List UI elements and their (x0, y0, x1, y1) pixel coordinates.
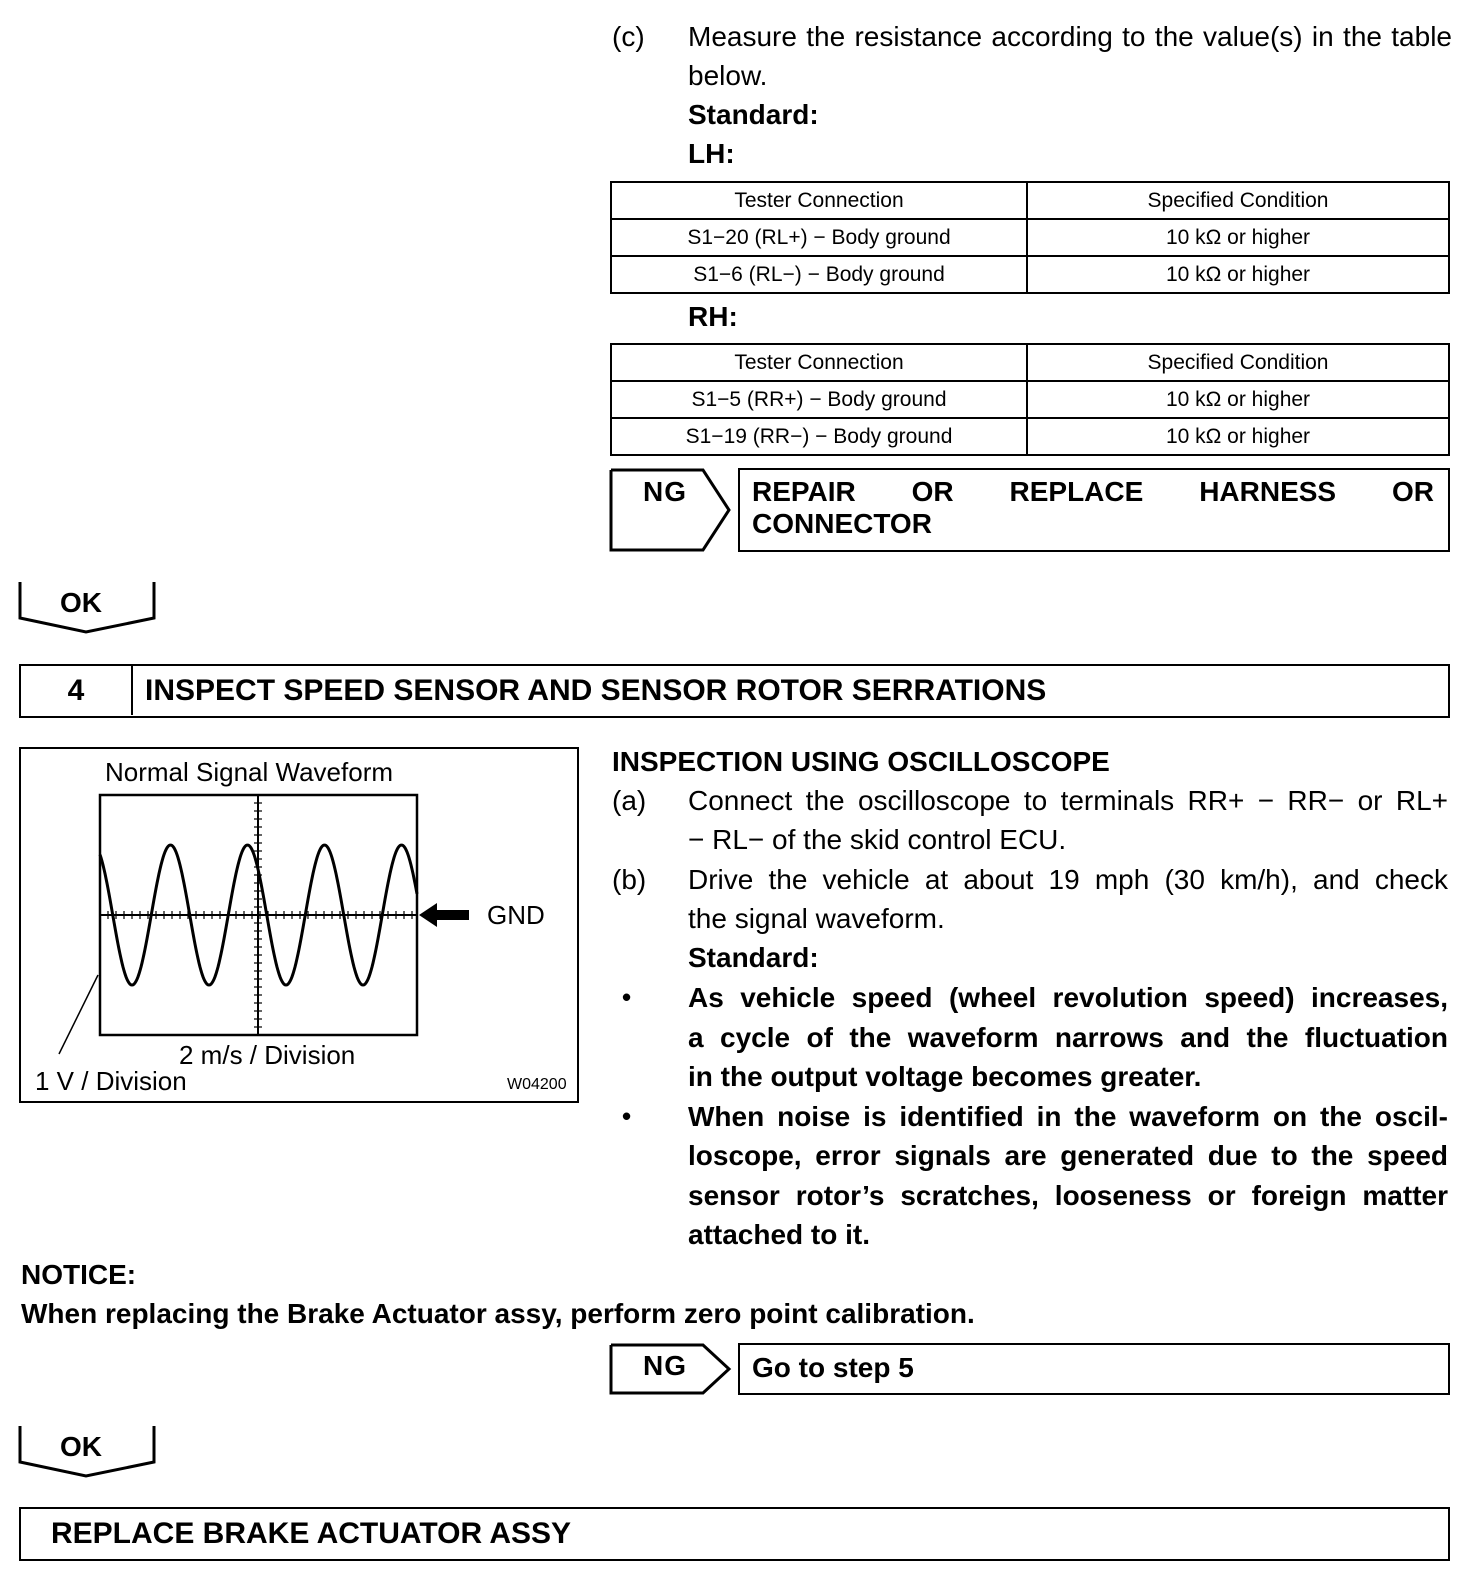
step-b-line1: Drive the vehicle at about 19 mph (30 km/h), and check (688, 864, 1448, 895)
bullet1-line1: As vehicle speed (wheel revolution speed) increases, (688, 982, 1448, 1013)
ng-result-line2: CONNECTOR (752, 508, 932, 539)
ng-result-repair-harness (738, 468, 1450, 552)
header-tester-connection: Tester Connection (611, 182, 1027, 219)
step-a-line1: Connect the oscilloscope to terminals RR+ − RR− or RL+ (688, 785, 1448, 816)
specified-condition-cell: 10 kΩ or higher (1027, 256, 1449, 293)
bullet-icon: • (622, 982, 632, 1012)
final-step-box (19, 1507, 1450, 1561)
tester-connection-cell: S1−19 (RR−) − Body ground (611, 418, 1027, 455)
step-a-line2: − RL− of the skid control ECU. (688, 824, 1067, 855)
bullet2-line1: When noise is identified in the waveform on the oscil- (688, 1101, 1448, 1132)
bullet2-line3: sensor rotor’s scratches, looseness or foreign matter (688, 1180, 1448, 1211)
rh-label: RH: (688, 301, 738, 332)
table-row (611, 418, 1449, 455)
bullet-icon: • (622, 1101, 632, 1131)
bullet1-line3: in the output voltage becomes greater. (688, 1061, 1202, 1092)
word: OR (1392, 476, 1434, 507)
notice-text: When replacing the Brake Actuator assy, perform zero point calibration. (21, 1298, 975, 1329)
word: OR (911, 476, 954, 507)
ng-label: NG (643, 476, 687, 507)
specified-condition-cell: 10 kΩ or higher (1027, 418, 1449, 455)
ng-result-line1 (752, 476, 1434, 508)
tester-connection-cell: S1−6 (RL−) − Body ground (611, 256, 1027, 293)
bullet2-line2: loscope, error signals are generated due to the speed (688, 1140, 1448, 1171)
specified-condition-cell: 10 kΩ or higher (1027, 381, 1449, 418)
lh-label: LH: (688, 138, 735, 169)
step-b-line2: the signal waveform. (688, 903, 945, 934)
table-row (611, 219, 1449, 256)
bullet1-line2: a cycle of the waveform narrows and the fluctuation (688, 1022, 1448, 1053)
ok-label: OK (60, 587, 102, 618)
waveform-figure (19, 747, 579, 1103)
table-row (611, 256, 1449, 293)
go-to-step-link[interactable]: Go to step 5 (752, 1352, 914, 1383)
notice-heading: NOTICE: (21, 1259, 137, 1290)
ng-result-go-to-step-5[interactable] (738, 1343, 1450, 1395)
word: HARNESS (1199, 476, 1337, 507)
table-row (611, 381, 1449, 418)
step-a-label: (a) (612, 785, 647, 816)
lh-table (610, 181, 1450, 294)
header-specified-condition: Specified Condition (1027, 182, 1449, 219)
figure-title: Normal Signal Waveform (105, 757, 394, 787)
tester-connection-cell: S1−20 (RL+) − Body ground (611, 219, 1027, 256)
gnd-label: GND (487, 900, 545, 930)
word: REPAIR (752, 476, 856, 507)
header-specified-condition: Specified Condition (1027, 344, 1449, 381)
tester-connection-cell: S1−5 (RR+) − Body ground (611, 381, 1027, 418)
time-division-label: 2 m/s / Division (179, 1040, 356, 1070)
step-c (612, 17, 1452, 177)
step-c-label: (c) (612, 21, 645, 52)
volt-division-label: 1 V / Division (35, 1066, 187, 1096)
specified-condition-cell: 10 kΩ or higher (1027, 219, 1449, 256)
standard-label: Standard: (688, 99, 819, 130)
ok-label: OK (60, 1431, 102, 1462)
step-c-text: Measure the resistance according to the value(s) in the table below. (688, 21, 1452, 91)
bullet2-line4: attached to it. (688, 1219, 871, 1250)
table-header-row (611, 182, 1449, 219)
rh-table (610, 343, 1450, 456)
ng-label: NG (643, 1350, 687, 1381)
step-4-header (19, 664, 1450, 718)
step-number: 4 (21, 666, 133, 715)
standard-label-2: Standard: (688, 942, 819, 973)
header-tester-connection: Tester Connection (611, 344, 1027, 381)
word: REPLACE (1009, 476, 1144, 507)
step-b-label: (b) (612, 864, 647, 895)
final-step-title: REPLACE BRAKE ACTUATOR ASSY (51, 1517, 572, 1550)
step-title: INSPECT SPEED SENSOR AND SENSOR ROTOR SERRATIONS (145, 674, 1047, 707)
figure-code: W04200 (507, 1076, 567, 1093)
table-header-row (611, 344, 1449, 381)
inspection-heading: INSPECTION USING OSCILLOSCOPE (612, 746, 1110, 777)
